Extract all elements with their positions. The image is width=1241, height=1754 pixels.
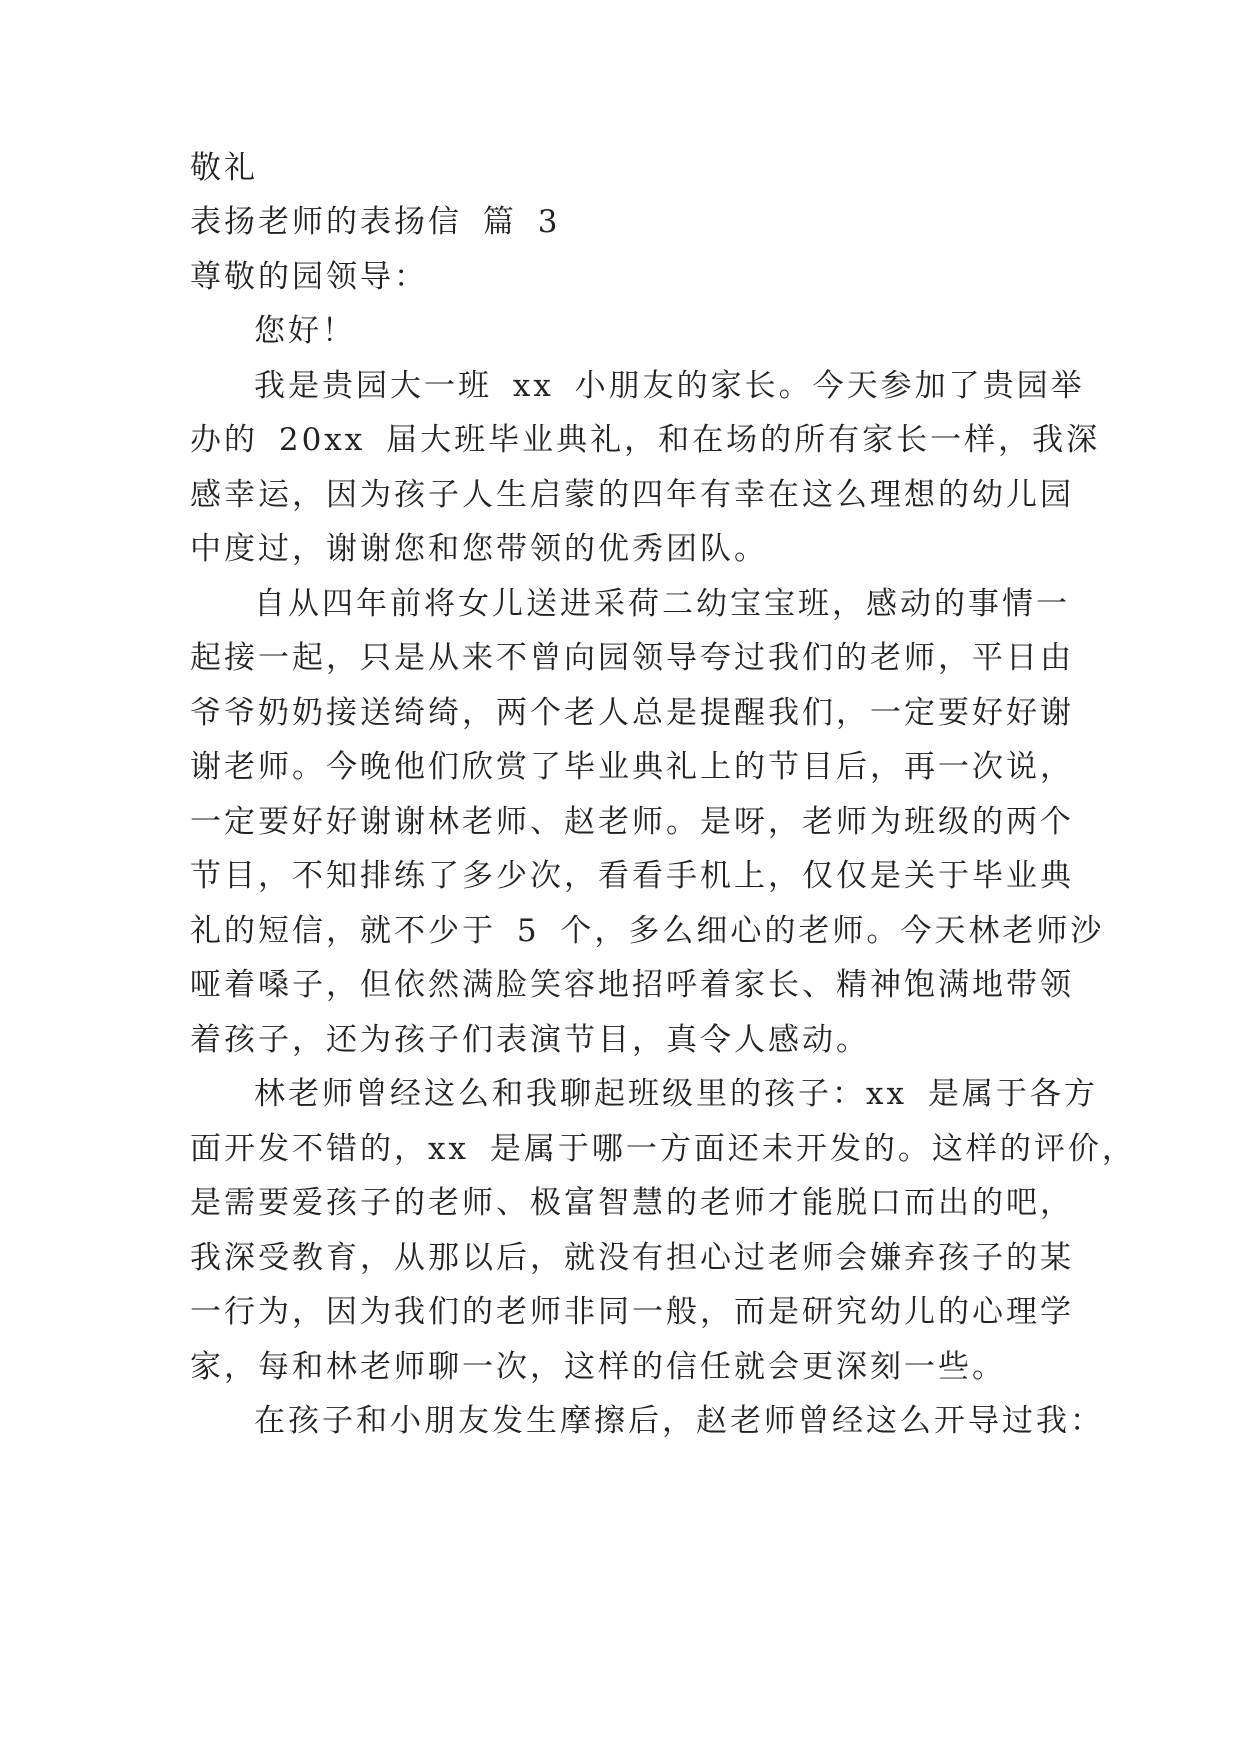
- text-line: 面开发不错的，xx 是属于哪一方面还未开发的。这样的评价，: [190, 1131, 1136, 1167]
- text-line: 爷爷奶奶接送绮绮，两个老人总是提醒我们，一定要好好谢: [190, 695, 1074, 731]
- closing-line: 敬礼: [190, 150, 258, 186]
- text-line: 家，每和林老师聊一次，这样的信任就会更深刻一些。: [190, 1349, 1006, 1385]
- text-line: 感幸运，因为孩子人生启蒙的四年有幸在这么理想的幼儿园: [190, 477, 1074, 513]
- text-line: 是需要爱孩子的老师、极富智慧的老师才能脱口而出的吧，: [190, 1185, 1074, 1221]
- text-line: 我深受教育，从那以后，就没有担心过老师会嫌弃孩子的某: [190, 1240, 1074, 1276]
- text-line: 一定要好好谢谢林老师、赵老师。是呀，老师为班级的两个: [190, 804, 1074, 840]
- text-line: 起接一起，只是从来不曾向园领导夸过我们的老师，平日由: [190, 640, 1074, 676]
- section-heading: 表扬老师的表扬信 篇 3: [190, 204, 561, 240]
- text-line: 我是贵园大一班 xx 小朋友的家长。今天参加了贵园举: [254, 368, 1085, 404]
- text-line: 林老师曾经这么和我聊起班级里的孩子：xx 是属于各方: [254, 1076, 1098, 1112]
- text-line: 中度过，谢谢您和您带领的优秀团队。: [190, 531, 768, 567]
- text-line: 礼的短信，就不少于 5 个，多么细心的老师。今天林老师沙: [190, 913, 1105, 949]
- text-line: 办的 20xx 届大班毕业典礼，和在场的所有家长一样，我深: [190, 422, 1101, 458]
- greeting-line: 您好！: [254, 313, 356, 349]
- text-line: 自从四年前将女儿送进采荷二幼宝宝班，感动的事情一: [254, 586, 1070, 622]
- text-line: 在孩子和小朋友发生摩擦后，赵老师曾经这么开导过我：: [254, 1403, 1104, 1439]
- salutation-line: 尊敬的园领导：: [190, 259, 428, 295]
- text-line: 节目，不知排练了多少次，看看手机上，仅仅是关于毕业典: [190, 858, 1074, 894]
- text-line: 一行为，因为我们的老师非同一般，而是研究幼儿的心理学: [190, 1294, 1074, 1330]
- text-line: 哑着嗓子，但依然满脸笑容地招呼着家长、精神饱满地带领: [190, 967, 1074, 1003]
- text-line: 着孩子，还为孩子们表演节目，真令人感动。: [190, 1022, 870, 1058]
- text-line: 谢老师。今晚他们欣赏了毕业典礼上的节目后，再一次说，: [190, 749, 1074, 785]
